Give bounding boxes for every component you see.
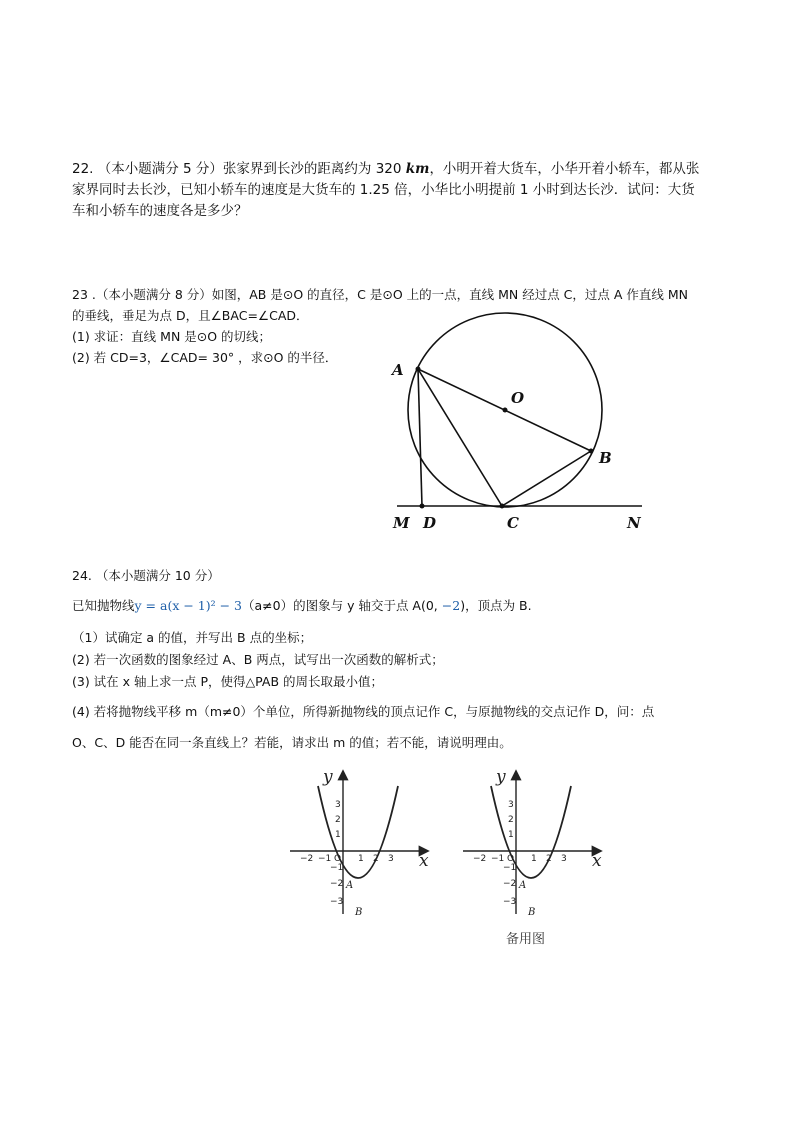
q22-text-a: 22. （本小题满分 5 分）张家界到长沙的距离约为 320 xyxy=(72,161,406,177)
q23-part1: (1) 求证：直线 MN 是⊙O 的切线； xyxy=(72,329,272,344)
point-a-label: A xyxy=(346,880,354,891)
q24-stem-b: （a≠0）的图象与 y 轴交于点 A(0, xyxy=(242,598,438,613)
q24-title: 24. （本小题满分 10 分） xyxy=(72,568,220,583)
label-c: C xyxy=(507,514,519,532)
y-label: y xyxy=(323,767,333,787)
parabola-graph-1 xyxy=(285,764,440,924)
y-tick-1: 1 xyxy=(508,830,514,840)
unit-km: km xyxy=(405,161,430,177)
x-tick-neg1: −1 xyxy=(318,854,332,864)
x-tick-2: 2 xyxy=(546,854,552,864)
label-a: A xyxy=(392,361,404,379)
q22-line2: 家界同时去长沙，已知小轿车的速度是大货车的 1.25 倍，小华比小明提前 1 小时到达长沙．试问：大货 xyxy=(72,182,695,198)
y-tick-2: 2 xyxy=(508,815,514,825)
origin-label: O xyxy=(507,854,515,864)
q24-stem xyxy=(72,596,532,616)
label-b: B xyxy=(599,449,612,467)
y-tick-3: 3 xyxy=(508,800,514,810)
q24-stem-c: )，顶点为 B. xyxy=(460,598,532,613)
point-a-value: −2 xyxy=(437,598,461,613)
q24-part1: （1）试确定 a 的值，并写出 B 点的坐标； xyxy=(72,630,313,645)
x-tick-2: 2 xyxy=(373,854,379,864)
parabola-graph-2 xyxy=(458,764,613,924)
y-tick-1: 1 xyxy=(335,830,341,840)
circle-tangent-figure xyxy=(385,305,655,540)
point-d-dot xyxy=(420,504,425,509)
x-label: x xyxy=(419,851,429,871)
label-o: O xyxy=(511,389,525,407)
y-tick-neg2: −2 xyxy=(330,879,344,889)
x-tick-3: 3 xyxy=(388,854,394,864)
q23-line1: 23 .（本小题满分 8 分）如图，AB 是⊙O 的直径，C 是⊙O 上的一点，直线 MN 经过点 C，过点 A 作直线 MN xyxy=(72,287,689,302)
y-tick-2: 2 xyxy=(335,815,341,825)
point-b-label: B xyxy=(355,907,363,918)
q22-line1 xyxy=(72,159,699,179)
spare-graph-caption: 备用图 xyxy=(506,932,546,947)
x-tick-3: 3 xyxy=(561,854,567,864)
q24-part2: (2) 若一次函数的图象经过 A、B 两点，试写出一次函数的解析式； xyxy=(72,652,444,667)
point-b-label: B xyxy=(528,907,536,918)
q24-part3: (3) 试在 x 轴上求一点 P，使得△PAB 的周长取最小值； xyxy=(72,674,383,689)
point-o-dot xyxy=(503,408,508,413)
y-tick-neg3: −3 xyxy=(330,897,344,907)
y-tick-neg1: −1 xyxy=(503,863,517,873)
q22-line3: 车和小轿车的速度各是多少？ xyxy=(72,203,248,219)
q22-text-b: ，小明开着大货车，小华开着小轿车，都从张 xyxy=(429,161,700,177)
x-tick-neg1: −1 xyxy=(491,854,505,864)
y-label: y xyxy=(496,767,506,787)
label-m: M xyxy=(393,514,410,532)
x-tick-neg2: −2 xyxy=(300,854,314,864)
y-tick-neg1: −1 xyxy=(330,863,344,873)
segment-ad xyxy=(418,369,422,506)
point-c-dot xyxy=(500,504,505,509)
y-tick-neg3: −3 xyxy=(503,897,517,907)
q24-part4-line2: O、C、D 能否在同一条直线上？若能，请求出 m 的值；若不能，请说明理由。 xyxy=(72,735,512,750)
q23-line2: 的垂线，垂足为点 D，且∠BAC=∠CAD． xyxy=(72,308,309,323)
parabola-formula: y = a(x − 1)² − 3 xyxy=(134,598,243,613)
label-n: N xyxy=(627,514,641,532)
q23-part2: (2) 若 CD=3，∠CAD= 30° ，求⊙O 的半径． xyxy=(72,350,338,365)
x-tick-neg2: −2 xyxy=(473,854,487,864)
label-d: D xyxy=(423,514,437,532)
x-tick-1: 1 xyxy=(531,854,537,864)
origin-label: O xyxy=(334,854,342,864)
point-b-dot xyxy=(589,449,594,454)
point-a-dot xyxy=(416,367,421,372)
q24-part4-line1: (4) 若将抛物线平移 m（m≠0）个单位，所得新抛物线的顶点记作 C，与原抛物线的交点记作 D，问：点 xyxy=(72,704,655,719)
point-a-label: A xyxy=(519,880,527,891)
x-tick-1: 1 xyxy=(358,854,364,864)
q24-stem-a: 已知抛物线 xyxy=(72,598,135,613)
x-label: x xyxy=(592,851,602,871)
y-tick-neg2: −2 xyxy=(503,879,517,889)
y-tick-3: 3 xyxy=(335,800,341,810)
